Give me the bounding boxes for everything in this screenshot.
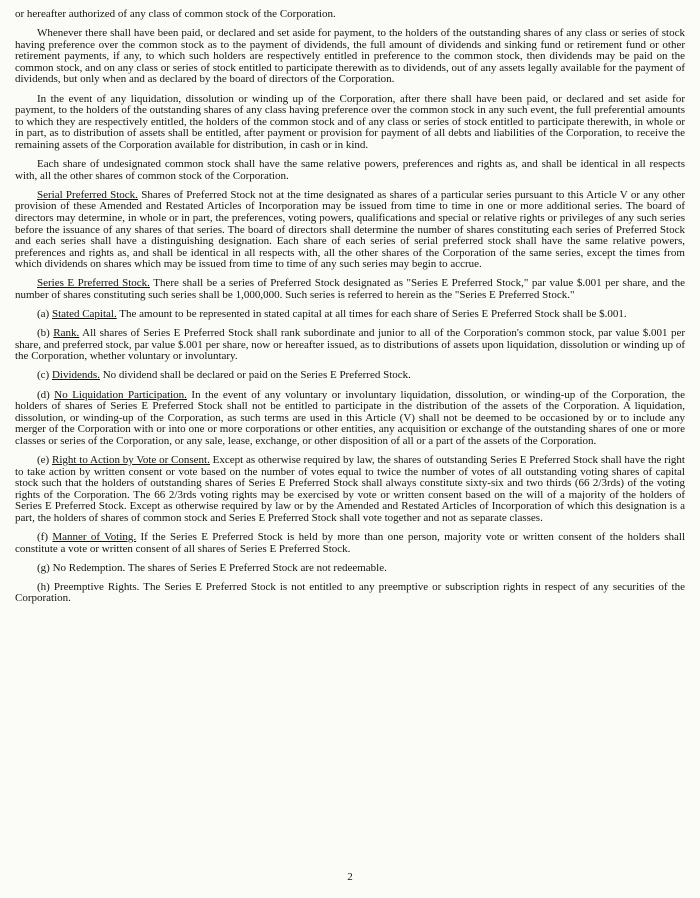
paragraph-text: In the event of any liquidation, dissolution or winding up of the Corporation, after there shall have been paid, or declared and set aside for payment, to the holders of the outstanding shares of any class having preference over the common stock in any such event, the full preferential amounts to which they are respectively entitled, the holders of the common stock and of any class or series of stock entitled to participate therewith, in whole or in part, as to distribution of assets shall be entitled, after payment or provision for payment of all debts and liabilities of the Corporation, to receive the remaining assets of the Corporation available for distribution, in cash or in kind.: [15, 92, 685, 151]
subsection-h-preemptive-rights: [15, 582, 685, 605]
paragraph-dividends-preference: [15, 28, 685, 86]
paragraph-text: Whenever there shall have been paid, or declared and set aside for payment, to the holders of the outstanding shares of any class or series of stock having preference over the common stock as to the payment of dividends, the full amount of dividends and sinking fund or retirement fund or other retirement payments, if any, to which such holders are respectively entitled in preference to the common stock, then dividends may be paid on the common stock, and on any class or series of stock entitled to participate therewith as to dividends, out of any assets legally available for the payment of dividends, but only when and as declared by the board of directors of the Corporation.: [15, 27, 685, 86]
subsection-heading: Rank.: [53, 327, 80, 340]
subsection-label: (a): [37, 308, 50, 321]
paragraph-text: There shall be a series of Preferred Stock designated as "Series E Preferred Stock," par value $.001 per share, and the number of shares constituting such series shall be 1,000,000. Such series is referred to herein as the "Series E Preferred Stock.": [15, 277, 685, 301]
subsection-label: (g): [37, 561, 50, 574]
subsection-text: If the Series E Preferred Stock is held by more than one person, majority vote or written consent of the holders shall constitute a vote or written consent of all shares of Series E Preferred Stock.: [15, 531, 685, 555]
subsection-heading: Stated Capital.: [51, 308, 117, 321]
paragraph-continuation: [15, 9, 685, 21]
subsection-label: (f): [37, 531, 48, 544]
subsection-heading: Right to Action by Vote or Consent.: [52, 454, 210, 466]
subsection-label: (e): [37, 454, 50, 466]
subsection-f-manner-of-voting: [15, 532, 685, 555]
subsection-b-rank: [15, 328, 685, 363]
subsection-text: Except as otherwise required by law, the shares of outstanding Series E Preferred Stock shall have the right to take action by written consent or vote based on the number of votes equal to twice the number of votes of all outstanding voting shares of capital stock such that the holders of outstanding shares of Series E Preferred Stock shall always constitute sixty-six and two thirds (66 2/3rds) of the voting rights of the Corporation. The 66 2/3rds voting rights may be exercised by vote or written consent based on the will of a majority of the holders of Series E Preferred Stock. Except as otherwise required by law or by the Amended and Restated Articles of Incorporation of which this designation is a part, the holders of shares of common stock and Series E Preferred Stock shall vote together and not as separate classes.: [15, 454, 685, 524]
subsection-g-no-redemption: [15, 563, 685, 575]
paragraph-text: Each share of undesignated common stock shall have the same relative powers, preferences and rights as, and shall be identical in all respects with, all the other shares of common stock of the Corporation.: [15, 158, 685, 182]
paragraph-heading: Serial Preferred Stock.: [37, 188, 138, 201]
subsection-heading: No Redemption.: [52, 561, 126, 574]
subsection-text: In the event of any voluntary or involuntary liquidation, dissolution, or winding-up of the Corporation, the holders of shares of Series E Preferred Stock shall not be entitled to participate in the distribution of the assets of the Corporation. A liquidation, dissolution, or winding-up of the Corporation, as such terms are used in this Article (V) shall not be deemed to be occasioned by or to include any merger of the Corporation with or into one or more corporations or other entities, any acquisition or exchange of the outstanding shares of one or more classes or series of the Corporation, or any sale, lease, exchange, or other disposition of all or a part of the assets of the Corporation.: [15, 388, 686, 447]
subsection-label: (b): [37, 327, 50, 340]
subsection-text: The Series E Preferred Stock is not entitled to any preemptive or subscription rights in respect of any securities of the Corporation.: [15, 580, 685, 605]
subsection-heading: Manner of Voting.: [52, 531, 137, 544]
page-number: 2: [347, 871, 353, 884]
paragraph-serial-preferred-stock: [15, 190, 685, 271]
subsection-label: (d): [37, 388, 50, 401]
subsection-c-dividends: [15, 370, 685, 382]
paragraph-common-stock-parity: [15, 159, 685, 182]
subsection-heading: Preemptive Rights.: [53, 580, 140, 593]
subsection-e-right-to-action: [15, 455, 685, 525]
subsection-text: No dividend shall be declared or paid on the Series E Preferred Stock.: [102, 369, 411, 382]
subsection-label: (h): [37, 580, 50, 593]
subsection-a-stated-capital: [15, 309, 685, 321]
paragraph-liquidation: [15, 94, 685, 152]
subsection-heading: No Liquidation Participation.: [54, 388, 187, 401]
subsection-d-no-liquidation-participation: [15, 390, 685, 448]
paragraph-text: or hereafter authorized of any class of common stock of the Corporation.: [15, 8, 336, 20]
subsection-text: The amount to be represented in stated capital at all times for each share of Series E Preferred Stock shall be $.001.: [119, 308, 627, 321]
subsection-heading: Dividends.: [51, 369, 100, 382]
paragraph-text: Shares of Preferred Stock not at the time designated as shares of a particular series pursuant to this Article V or any other provision of these Amended and Restated Articles of Incorporation may be issued from time to time in one or more additional series. The board of directors may determine, in whole or in part, the preferences, voting powers, qualifications and special or relative rights or privileges of any such series before the issuance of any shares of that series. The board of directors shall determine the number of shares constituting each series of Preferred Stock and each series shall have a distinguishing designation. Each share of each series of serial preferred stock shall have the same relative powers, preferences and rights as, and shall be identical in all respects with, all the other shares of the Corporation of the same series, except the times from which dividends on shares which may be issued from time to time of any such series may begin to accrue.: [15, 188, 686, 271]
paragraph-heading: Series E Preferred Stock.: [37, 277, 150, 290]
subsection-text: All shares of Series E Preferred Stock shall rank subordinate and junior to all of the Corporation's common stock, par value $.001 per share, and preferred stock, par value $.001 per share, now or hereafter issued, as to distributions of assets upon liquidation, dissolution or winding up of the Corporation, whether voluntary or involuntary.: [15, 327, 686, 363]
subsection-text: The shares of Series E Preferred Stock are not redeemable.: [127, 561, 387, 574]
paragraph-series-e-preferred-stock: [15, 278, 685, 301]
subsection-label: (c): [37, 369, 50, 382]
